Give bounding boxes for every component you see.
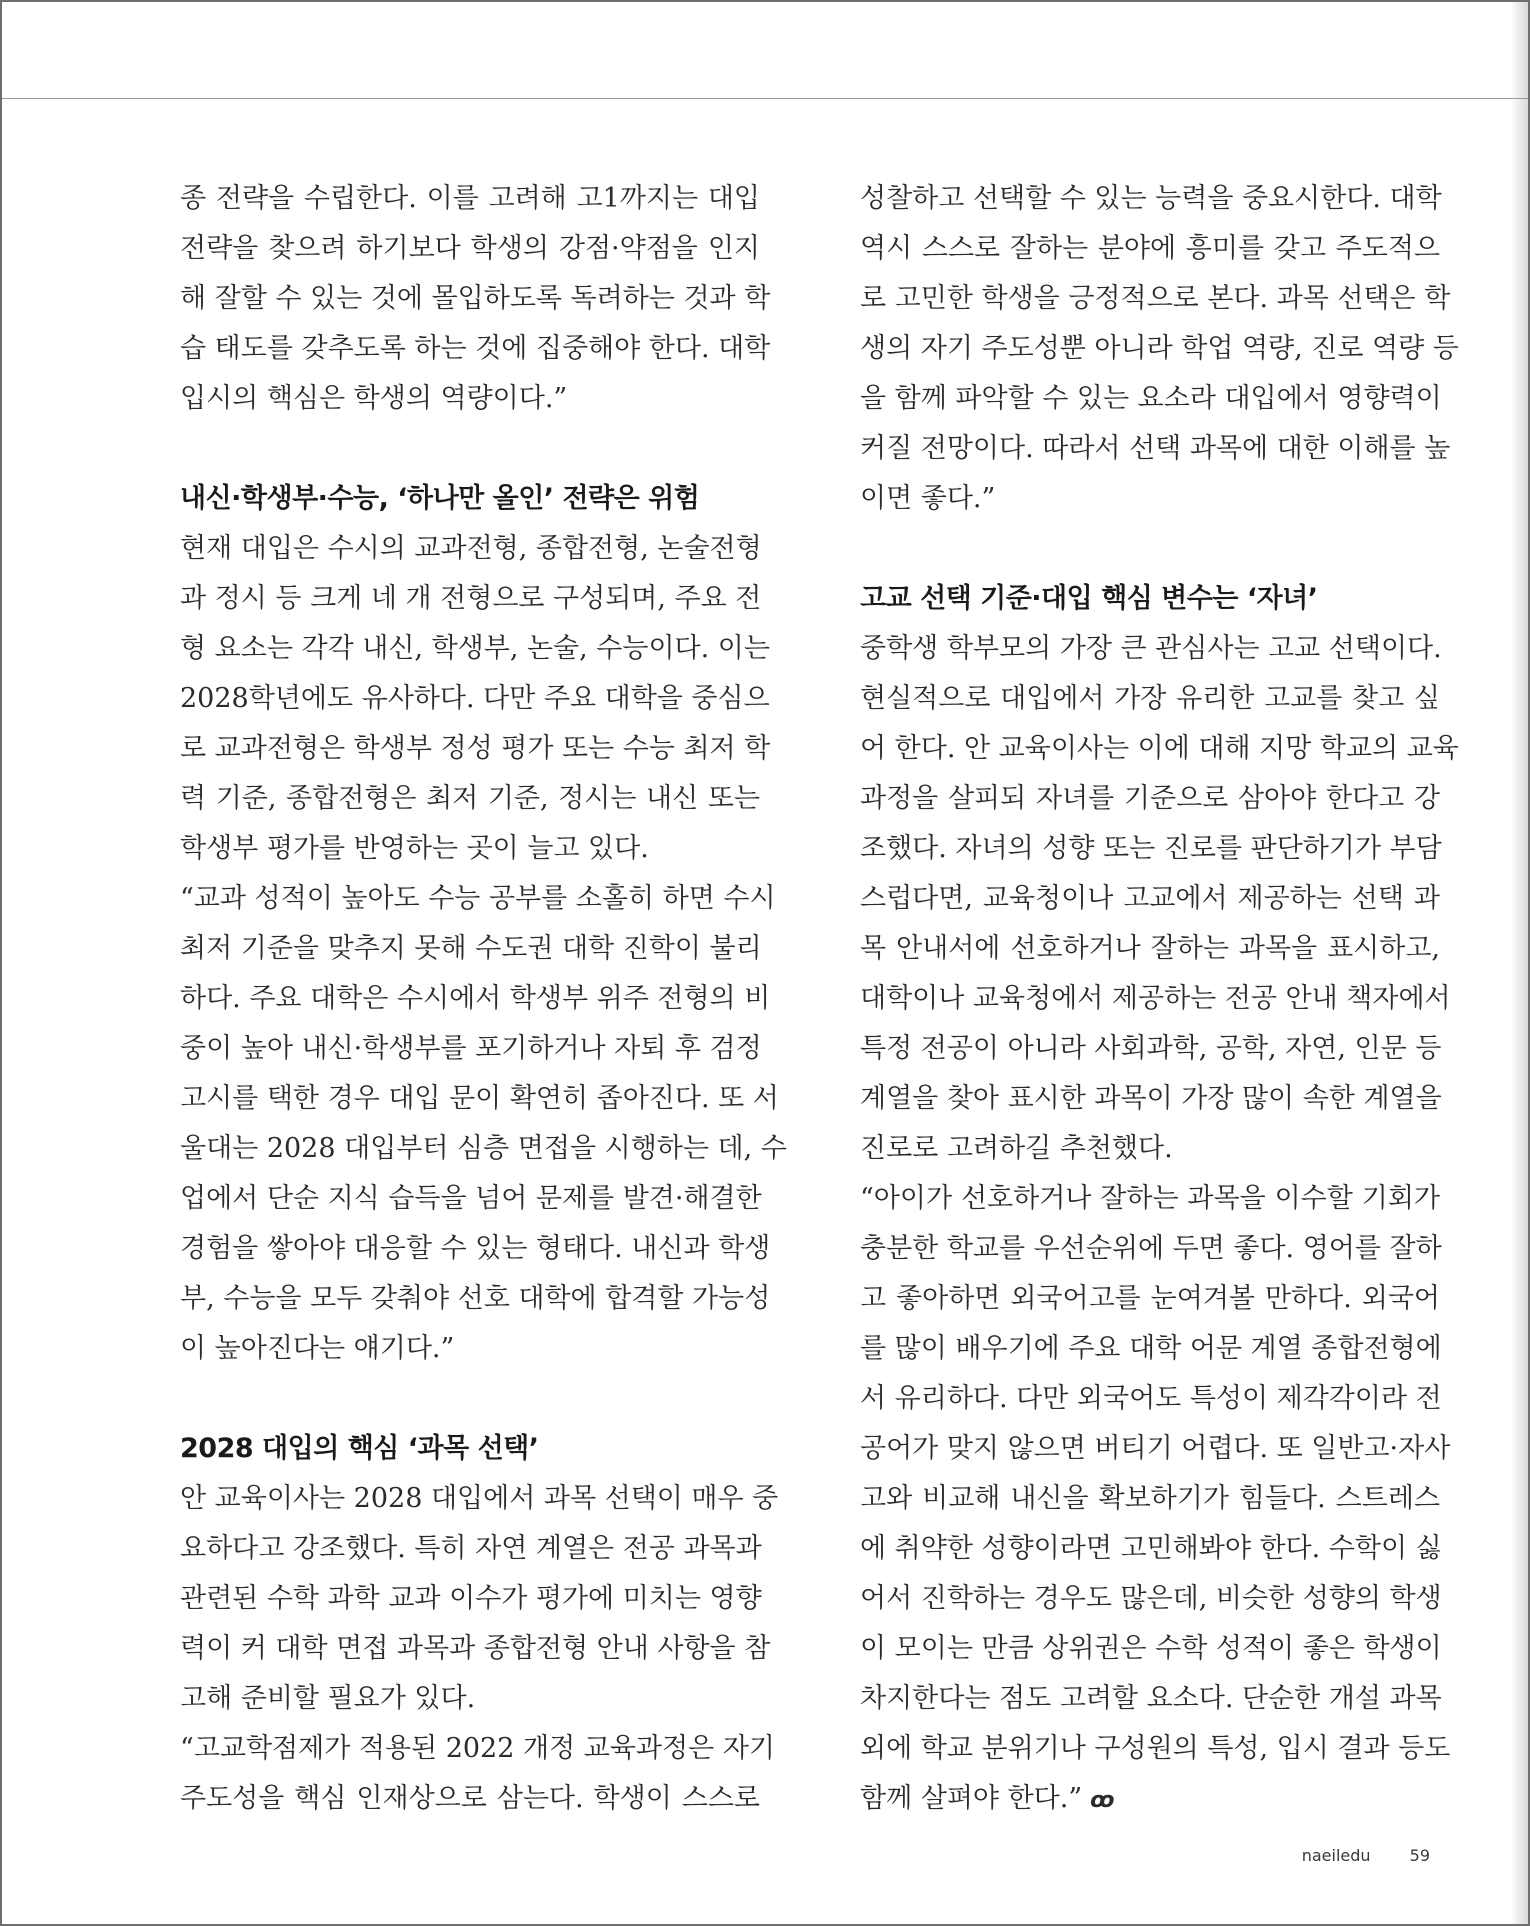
text-line: 습 태도를 갖추도록 하는 것에 집중해야 한다. 대학 (180, 333, 771, 364)
text-line: 로 교과전형은 학생부 정성 평가 또는 수능 최저 학 (180, 733, 771, 764)
text-line: 요하다고 강조했다. 특히 자연 계열은 전공 과목과 (180, 1533, 762, 1564)
text-line: 최저 기준을 맞추지 못해 수도권 대학 진학이 불리 (180, 933, 762, 964)
left-paragraph-2 (180, 524, 771, 874)
text-line: 로 고민한 학생을 긍정적으로 본다. 과목 선택은 학 (860, 283, 1451, 314)
text-line: 특정 전공이 아니라 사회과학, 공학, 자연, 인문 등 (860, 1033, 1442, 1064)
right-paragraph-2 (860, 624, 1459, 1174)
text-line: 과정을 살피되 자녀를 기준으로 삼아야 한다고 강 (860, 783, 1440, 814)
text-line: 스럽다면, 교육청이나 고교에서 제공하는 선택 과 (860, 883, 1440, 914)
left-paragraph-4 (180, 1474, 779, 1724)
text-line: 고시를 택한 경우 대입 문이 확연히 좁아진다. 또 서 (180, 1083, 779, 1114)
text-line: 력 기준, 종합전형은 최저 기준, 정시는 내신 또는 (180, 783, 760, 814)
header-rule (2, 98, 1528, 99)
text-line: 계열을 찾아 표시한 과목이 가장 많이 속한 계열을 (860, 1083, 1442, 1114)
text-line: 학생부 평가를 반영하는 곳이 늘고 있다. (180, 833, 649, 864)
text-line: “고교학점제가 적용된 2022 개정 교육과정은 자기 (180, 1733, 775, 1764)
text-line: 고해 준비할 필요가 있다. (180, 1683, 476, 1714)
text-line: 현재 대입은 수시의 교과전형, 종합전형, 논술전형 (180, 533, 762, 564)
text-line-content: 함께 살펴야 한다.” (860, 1783, 1083, 1814)
text-line: 진로로 고려하길 추천했다. (860, 1133, 1173, 1164)
text-line: 울대는 2028 대입부터 심층 면접을 시행하는 데, 수 (180, 1133, 787, 1164)
text-line: 과 정시 등 크게 네 개 전형으로 구성되며, 주요 전 (180, 583, 762, 614)
text-line: 어 한다. 안 교육이사는 이에 대해 지망 학교의 교육 (860, 733, 1459, 764)
text-line: 이면 좋다.” (860, 483, 996, 514)
text-line: 외에 학교 분위기나 구성원의 특성, 입시 결과 등도 (860, 1733, 1451, 1764)
text-line: 중학생 학부모의 가장 큰 관심사는 고교 선택이다. (860, 633, 1442, 664)
text-line: 고와 비교해 내신을 확보하기가 힘들다. 스트레스 (860, 1483, 1440, 1514)
text-line: 입시의 핵심은 학생의 역량이다.” (180, 383, 568, 414)
text-line: 중이 높아 내신·학생부를 포기하거나 자퇴 후 검정 (180, 1033, 762, 1064)
left-column (180, 174, 787, 1824)
text-line: 종 전략을 수립한다. 이를 고려해 고1까지는 대입 (180, 183, 760, 214)
text-line (860, 1774, 1440, 1826)
text-line: 역시 스스로 잘하는 분야에 흥미를 갖고 주도적으 (860, 233, 1440, 264)
section-heading-3: 고교 선택 기준·대입 핵심 변수는 ‘자녀’ (860, 583, 1318, 614)
text-line: 부, 수능을 모두 갖춰야 선호 대학에 합격할 가능성 (180, 1283, 771, 1314)
text-line: 커질 전망이다. 따라서 선택 과목에 대한 이해를 높 (860, 433, 1451, 464)
right-column (860, 174, 1459, 1826)
page-footer (1302, 1846, 1430, 1865)
text-line: 조했다. 자녀의 성향 또는 진로를 판단하기가 부담 (860, 833, 1442, 864)
text-line: 형 요소는 각각 내신, 학생부, 논술, 수능이다. 이는 (180, 633, 770, 664)
text-line: 에 취약한 성향이라면 고민해봐야 한다. 수학이 싫 (860, 1533, 1442, 1564)
text-line: 관련된 수학 과학 교과 이수가 평가에 미치는 영향 (180, 1583, 762, 1614)
right-paragraph-3 (860, 1174, 1451, 1826)
text-line: 주도성을 핵심 인재상으로 삼는다. 학생이 스스로 (180, 1783, 760, 1814)
text-line: 대학이나 교육청에서 제공하는 전공 안내 책자에서 (860, 983, 1451, 1014)
right-paragraph-1 (860, 174, 1459, 524)
text-line: 고 좋아하면 외국어고를 눈여겨볼 만하다. 외국어 (860, 1283, 1440, 1314)
text-line: 현실적으로 대입에서 가장 유리한 고교를 찾고 싶 (860, 683, 1440, 714)
text-line: 성찰하고 선택할 수 있는 능력을 중요시한다. 대학 (860, 183, 1442, 214)
page-number: 59 (1409, 1846, 1430, 1865)
text-line: 하다. 주요 대학은 수시에서 학생부 위주 전형의 비 (180, 983, 771, 1014)
text-line: 업에서 단순 지식 습득을 넘어 문제를 발견·해결한 (180, 1183, 762, 1214)
section-heading-1: 내신·학생부·수능, ‘하나만 올인’ 전략은 위험 (180, 483, 700, 514)
text-line: 전략을 찾으려 하기보다 학생의 강점·약점을 인지 (180, 233, 760, 264)
page-fold-shadow (1510, 2, 1528, 1924)
text-line: 이 모이는 만큼 상위권은 수학 성적이 좋은 학생이 (860, 1633, 1442, 1664)
text-line: 2028학년에도 유사하다. 다만 주요 대학을 중심으 (180, 683, 770, 714)
text-line: 경험을 쌓아야 대응할 수 있는 형태다. 내신과 학생 (180, 1233, 771, 1264)
left-paragraph-1 (180, 174, 771, 424)
text-line: 서 유리하다. 다만 외국어도 특성이 제각각이라 전 (860, 1383, 1442, 1414)
text-line: “교과 성적이 높아도 수능 공부를 소홀히 하면 수시 (180, 883, 776, 914)
article-end-icon: ꝏ (1090, 1788, 1115, 1813)
text-line: 이 높아진다는 얘기다.” (180, 1333, 455, 1364)
text-line: 안 교육이사는 2028 대입에서 과목 선택이 매우 중 (180, 1483, 779, 1514)
text-line: 공어가 맞지 않으면 버티기 어렵다. 또 일반고·자사 (860, 1433, 1451, 1464)
text-line: 해 잘할 수 있는 것에 몰입하도록 독려하는 것과 학 (180, 283, 771, 314)
text-line: 차지한다는 점도 고려할 요소다. 단순한 개설 과목 (860, 1683, 1442, 1714)
text-line: “아이가 선호하거나 잘하는 과목을 이수할 기회가 (860, 1183, 1440, 1214)
left-paragraph-3 (180, 874, 787, 1374)
left-paragraph-5 (180, 1724, 775, 1824)
text-line: 를 많이 배우기에 주요 대학 어문 계열 종합전형에 (860, 1333, 1442, 1364)
magazine-name: naeiledu (1301, 1846, 1371, 1865)
text-line: 을 함께 파악할 수 있는 요소라 대입에서 영향력이 (860, 383, 1442, 414)
section-heading-2: 2028 대입의 핵심 ‘과목 선택’ (180, 1433, 539, 1464)
magazine-page (2, 2, 1528, 1924)
text-line: 충분한 학교를 우선순위에 두면 좋다. 영어를 잘하 (860, 1233, 1442, 1264)
text-line: 생의 자기 주도성뿐 아니라 학업 역량, 진로 역량 등 (860, 333, 1459, 364)
text-line: 목 안내서에 선호하거나 잘하는 과목을 표시하고, (860, 933, 1440, 964)
text-line: 력이 커 대학 면접 과목과 종합전형 안내 사항을 참 (180, 1633, 771, 1664)
text-line: 어서 진학하는 경우도 많은데, 비슷한 성향의 학생 (860, 1583, 1442, 1614)
